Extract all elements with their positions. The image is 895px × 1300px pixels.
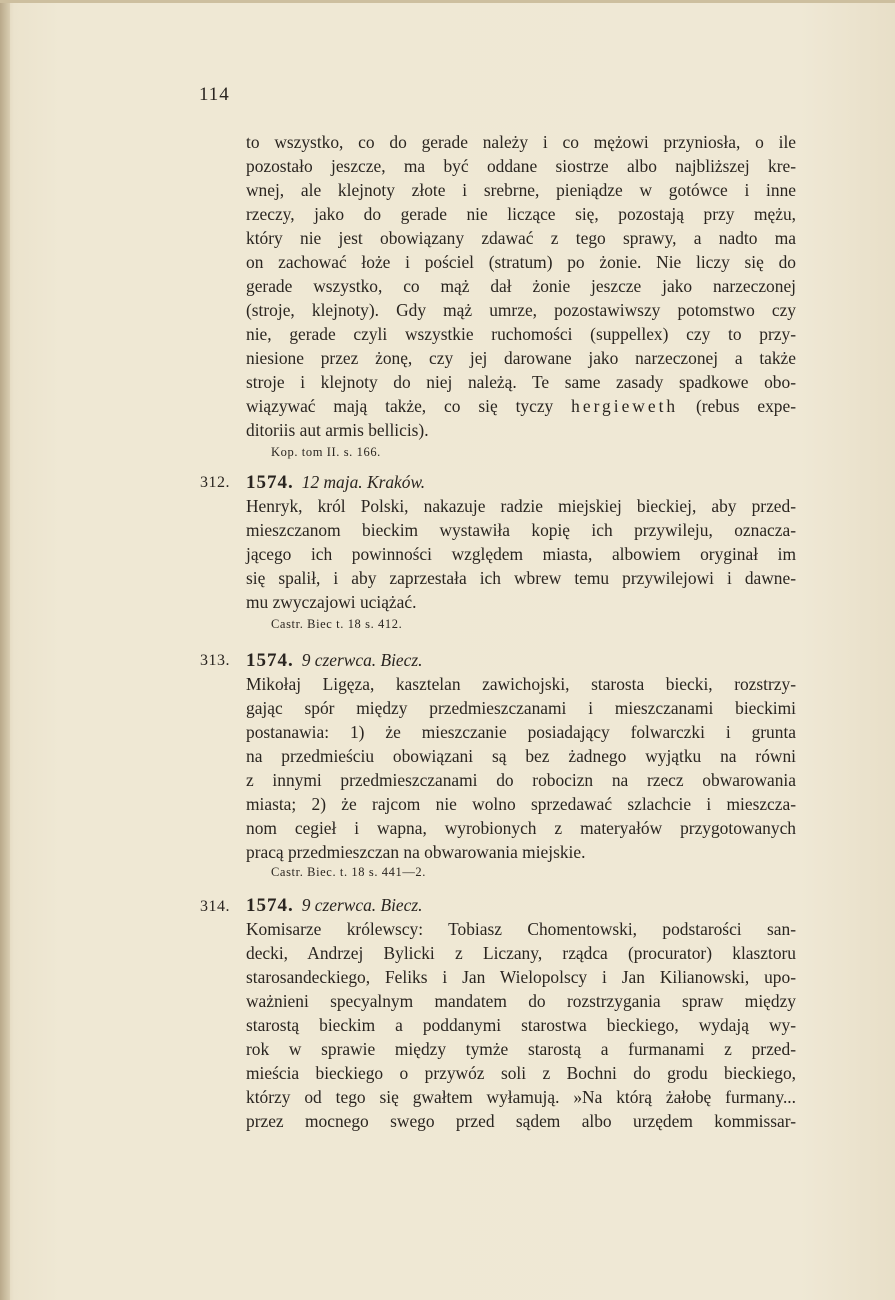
- entry-heading: [246, 470, 425, 495]
- text-line: decki, Andrzej Bylicki z Liczany, rządca (procurator) klasztoru: [246, 943, 796, 963]
- page-binding-edge: [0, 0, 10, 1300]
- entry-number: 314.: [200, 898, 230, 915]
- text-line: on zachować łoże i pościel (stratum) po żonie. Nie liczy się do: [246, 252, 796, 272]
- text-line: mu zwyczajowi uciążać.: [246, 592, 417, 612]
- entry-date-place: 9 czerwca. Biecz.: [301, 895, 423, 915]
- text-segment: wiązywać mają także, co się tyczy: [246, 396, 572, 416]
- text-segment: (rebus expe-: [678, 396, 796, 416]
- text-line: który nie jest obowiązany zdawać z tego sprawy, a nadto ma: [246, 228, 796, 248]
- text-line: ważnieni specyalnym mandatem do rozstrzygania spraw między: [246, 991, 796, 1011]
- text-line: (stroje, klejnoty). Gdy mąż umrze, pozostawiwszy potomstwo czy: [246, 300, 796, 320]
- text-line: przez mocnego swego przed sądem albo urzędem kommissar-: [246, 1111, 796, 1131]
- text-line: nie, gerade czyli wszystkie ruchomości (suppellex) czy to przy-: [246, 324, 796, 344]
- text-line: ditoriis aut armis bellicis).: [246, 420, 429, 440]
- page-number: 114: [199, 84, 230, 105]
- text-line: postanawia: 1) że mieszczanie posiadający folwarczki i grunta: [246, 722, 796, 742]
- text-line: pozostało jeszcze, ma być oddane siostrze albo najbliższej kre-: [246, 156, 796, 176]
- entry-year: 1574.: [246, 895, 294, 916]
- text-line: pracą przedmieszczan na obwarowania miejskie.: [246, 842, 586, 862]
- text-line: rzeczy, jako do gerade nie liczące się, pozostają przy mężu,: [246, 204, 796, 224]
- text-line-spaced: [246, 394, 796, 418]
- text-line: się spalił, i aby zaprzestała ich wbrew temu przywilejowi i dawne-: [246, 568, 796, 588]
- text-line: Mikołaj Ligęza, kasztelan zawichojski, starosta biecki, rozstrzy-: [246, 674, 796, 694]
- spaced-term: hergieweth: [571, 396, 679, 416]
- page-top-edge: [0, 0, 895, 3]
- entry-year: 1574.: [246, 472, 294, 493]
- text-line: stroje i klejnoty do niej należą. Te same zasady spadkowe obo-: [246, 372, 796, 392]
- text-line: mieścia bieckiego o przywóz soli z Bochni do grodu bieckiego,: [246, 1063, 796, 1083]
- entry-heading: [246, 893, 422, 918]
- entry-heading: [246, 648, 422, 673]
- text-line: mieszczanom bieckim wystawiła kopię ich przywileju, oznacza-: [246, 520, 796, 540]
- text-line: z innymi przedmieszczanami do robocizn na rzecz obwarowania: [246, 770, 796, 790]
- text-line: to wszystko, co do gerade należy i co mężowi przyniosła, o ile: [246, 132, 796, 152]
- entry-number: 313.: [200, 652, 230, 669]
- text-line: jącego ich powinności względem miasta, albowiem oryginał im: [246, 544, 796, 564]
- text-line: gając spór między przedmieszczanami i mieszczanami bieckimi: [246, 698, 796, 718]
- text-line: Komisarze królewscy: Tobiasz Chomentowski, podstarości san-: [246, 919, 796, 939]
- text-line: gerade wszystko, co mąż dał żonie jeszcze jako narzeczonej: [246, 276, 796, 296]
- text-line: którzy od tego się gwałtem wyłamują. »Na którą żałobę furmany...: [246, 1087, 796, 1107]
- text-line: niesione przez żonę, czy jej darowane jako narzeczonej a także: [246, 348, 796, 368]
- text-line: Henryk, król Polski, nakazuje radzie miejskiej bieckiej, aby przed-: [246, 496, 796, 516]
- text-line: na przedmieściu obowiązani są bez żadnego wyjątku na równi: [246, 746, 796, 766]
- text-line: starosandeckiego, Feliks i Jan Wielopolscy i Jan Kilianowski, upo-: [246, 967, 796, 987]
- citation: Castr. Biec. t. 18 s. 441—2.: [271, 865, 426, 879]
- citation: Castr. Biec t. 18 s. 412.: [271, 617, 403, 631]
- text-line: wnej, ale klejnoty złote i srebrne, pieniądze w gotówce i inne: [246, 180, 796, 200]
- entry-year: 1574.: [246, 650, 294, 671]
- text-line: starostą bieckim a poddanymi starostwa bieckiego, wydają wy-: [246, 1015, 796, 1035]
- text-line: nom cegieł i wapna, wyrobionych z materyałów przygotowanych: [246, 818, 796, 838]
- entry-date-place: 12 maja. Kraków.: [301, 472, 426, 492]
- text-line: rok w sprawie między tymże starostą a furmanami z przed-: [246, 1039, 796, 1059]
- text-line: miasta; 2) że rajcom nie wolno sprzedawać szlachcie i mieszcza-: [246, 794, 796, 814]
- entry-date-place: 9 czerwca. Biecz.: [301, 650, 423, 670]
- entry-number: 312.: [200, 474, 230, 491]
- citation: Kop. tom II. s. 166.: [271, 445, 381, 459]
